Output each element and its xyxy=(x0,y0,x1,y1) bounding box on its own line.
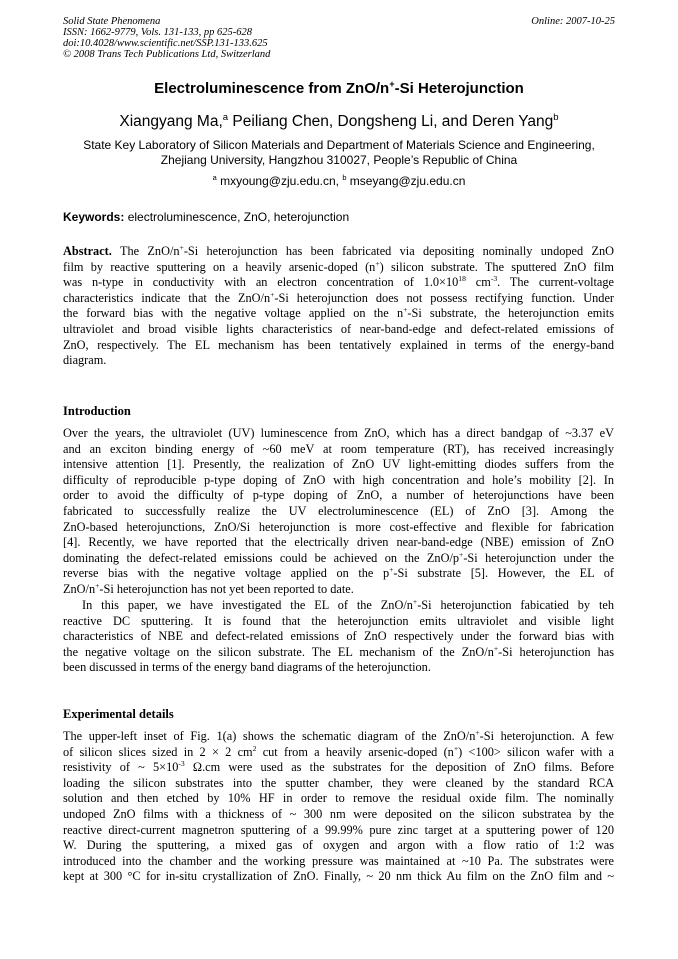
copyright-line: © 2008 Trans Tech Publications Ltd, Switzerland xyxy=(63,49,271,60)
section-heading-experimental: Experimental details xyxy=(63,707,174,721)
text-line: diagram. xyxy=(63,353,107,368)
paper-title: Electroluminescence from ZnO/n+-Si Heterojunction xyxy=(154,79,524,97)
text-line: W. During the sputtering, a mixed gas of oxygen and argon with a flow ratio of 1:2 was xyxy=(63,838,614,853)
journal-header xyxy=(63,16,270,60)
text-line: loading the silicon substrates into the sputter chamber, they were cleaned by the standard RCA xyxy=(63,775,614,790)
text-line: fabricated to successfully realize the UV electroluminescence (EL) of ZnO [3]. Among the xyxy=(63,503,614,518)
text-line: and an exciton binding energy of ~60 meV at room temperature (RT), has received increasingly xyxy=(63,441,614,456)
text-line: Abstract. The ZnO/n+-Si heterojunction has been fabricated via depositing nominally undoped ZnO xyxy=(63,242,614,258)
text-line: ZnO-based heterojunctions, ZnO/Si heterojunction is more cost-effective and flexible for fabrication xyxy=(63,519,614,534)
text-line: kept at 300 °C for in-situ crystallization of ZnO. Finally, ~ 20 nm thick Au film on the ZnO film and ~ xyxy=(63,869,614,884)
text-line: Over the years, the ultraviolet (UV) luminescence from ZnO, which has a direct bandgap of ~3.37 eV xyxy=(63,426,614,440)
text-line: difficulty of reproducible p-type doping of ZnO with high concentration and hole’s mobility [2]. In xyxy=(63,472,614,487)
text-line: order to avoid the difficulty of p-type doping of ZnO, a number of heterojunctions have been xyxy=(63,488,614,503)
introduction-paragraph-2 xyxy=(63,598,614,676)
email-a: mxyoung@zju.edu.cn, xyxy=(216,174,343,188)
text-line: characteristics indicate that the ZnO/n+-Si heterojunction does not possess rectifying function. Under xyxy=(63,289,614,305)
text-line: of silicon slices sized in 2 × 2 $cm^2$ cut from a heavily arsenic-doped (n+) <100> silicon wafer with a xyxy=(63,743,614,759)
text-line: film by reactive sputtering on a heavily arsenic-doped (n+) silicon substrate. The sputtered ZnO film xyxy=(63,258,614,274)
text-line: intensive attention [1]. Presently, the realization of ZnO UV light-emitting diodes suffers from the xyxy=(63,457,614,472)
text-line: ultraviolet and broad visible lights characteristics of near-band-edge and defect-related emissions of xyxy=(63,321,614,336)
section-heading-introduction: Introduction xyxy=(63,404,131,418)
keywords: Keywords: electroluminescence, ZnO, heterojunction xyxy=(63,210,350,224)
text-line: was n-type in conductivity with an electron concentration of $1.0\times 10^{18}$ $cm^{-3}$. The current-voltage xyxy=(63,274,614,290)
text-line: the negative voltage on the silicon substrate. The EL mechanism of the ZnO/n+-Si heterojunction has xyxy=(63,643,614,659)
text-line: undoped ZnO films with a thickness of ~ 300 nm were deposited on the silicon substratea by the xyxy=(63,806,614,821)
text-line: [4]. Recently, we have reported that the electrically driven near-band-edge (NBE) emission of ZnO xyxy=(63,535,614,550)
affiliation xyxy=(63,138,615,168)
online-date: Online: 2007-10-25 xyxy=(531,16,615,27)
text-line: reverse bias with the negative voltage applied on the p+-Si substrate [5]. However, the EL of xyxy=(63,565,614,581)
email-b: mseyang@zju.edu.cn xyxy=(346,174,466,188)
journal-name: Solid State Phenomena xyxy=(63,16,161,27)
text-line: dominating the defect-related emissions could be achieved on the ZnO/p+-Si heterojunction under the xyxy=(63,549,614,565)
text-line: resistivity of ~ $5\times 10^{-3}$ Ω.cm were used as the substrates for the deposition of ZnO films. Before xyxy=(63,759,614,775)
text-line: In this paper, we have investigated the EL of the ZnO/n+-Si heterojunction fabicatied by teh xyxy=(82,596,614,612)
text-line: characteristics of NBE and defect-related emissions of ZnO respectively under the forward bias with xyxy=(63,629,614,644)
text-line: been discussed in terms of the energy band diagrams of the heterojunction. xyxy=(63,660,431,675)
abstract xyxy=(63,244,614,369)
text-line: introduced into the chamber and the working pressure was maintained at ~10 Pa. The substrates were xyxy=(63,853,614,868)
text-line: ZnO, respectively. The EL mechanism has been tentatively explained in terms of the energy-band xyxy=(63,337,614,352)
text-line: reactive direct-current magnetron sputtering of a 99.99% pure zinc target at a sputtering power of 120 xyxy=(63,822,614,837)
experimental-paragraph xyxy=(63,729,614,885)
affiliation-line: Zhejiang University, Hangzhou 310027, People’s Republic of China xyxy=(160,153,518,167)
author-emails: $^a$ mxyoung@zju.edu.cn, $^b$ mseyang@zju.edu.cn xyxy=(212,173,466,188)
author-list: Xiangyang Ma,$^a$ Peiliang Chen, Dongsheng Li, and Deren Yang$^b$ xyxy=(119,111,559,130)
text-line: The upper-left inset of Fig. 1(a) shows the schematic diagram of the ZnO/n+-Si heterojunction. A few xyxy=(63,727,614,743)
issn-line: ISSN: 1662-9779, Vols. 131-133, pp 625-628 xyxy=(63,27,252,38)
text-line: the forward bias with the negative voltage applied on the n+-Si substrate, the heterojunction emits xyxy=(63,305,614,321)
doi-line: doi:10.4028/www.scientific.net/SSP.131-133.625 xyxy=(63,38,268,49)
text-line: ZnO/n+-Si heterojunction has not yet been reported to date. xyxy=(63,580,354,596)
affiliation-line: State Key Laboratory of Silicon Materials and Department of Materials Science and Engineering, xyxy=(83,138,595,152)
abstract-label: Abstract. xyxy=(63,244,112,258)
introduction-paragraph-1 xyxy=(63,426,614,598)
text-line: solution and then etched by 10% HF in order to remove the residual oxide film. The nominally xyxy=(63,791,614,806)
keywords-label: Keywords: xyxy=(63,210,125,224)
text-line: reactive DC sputtering. It is found that the heterojunction emits ultraviolet and visible light xyxy=(63,613,614,628)
